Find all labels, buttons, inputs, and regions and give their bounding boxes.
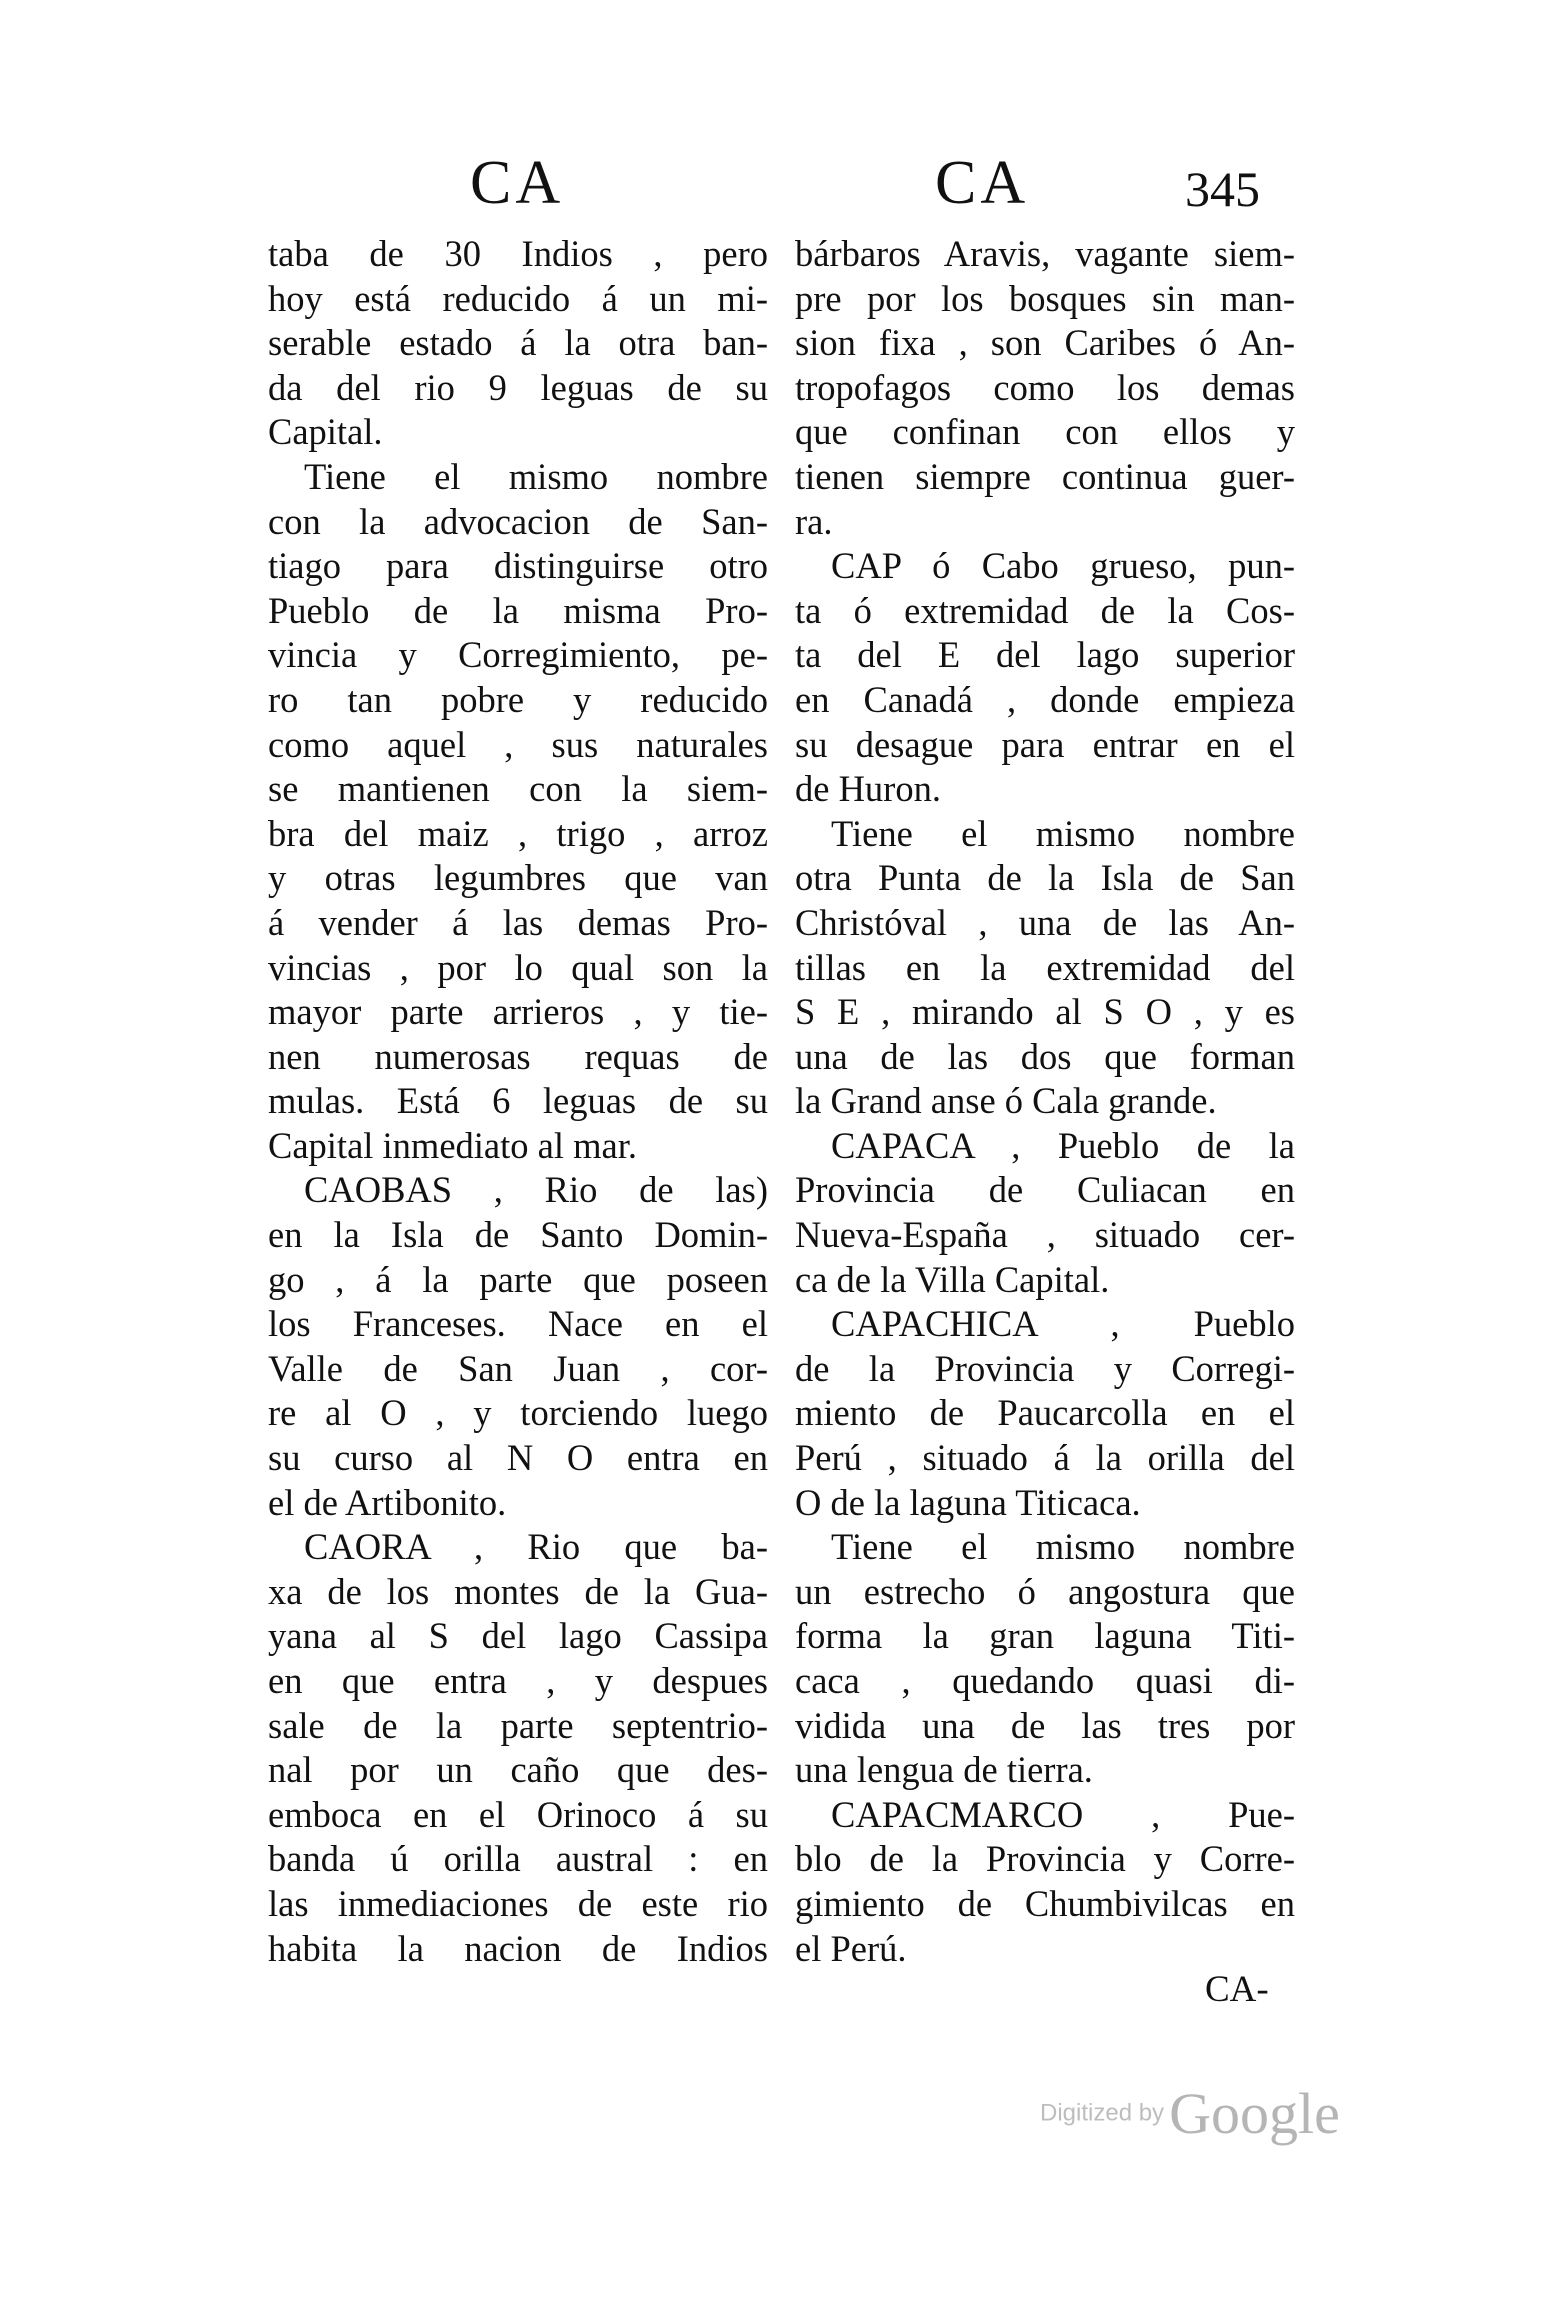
text-line: de la Provincia y Corregi- bbox=[795, 1347, 1295, 1389]
running-head-right: CA bbox=[935, 149, 1030, 217]
text-line: re al O , y torciendo luego bbox=[268, 1392, 768, 1434]
text-line: banda ú orilla austral : en bbox=[268, 1838, 768, 1880]
text-line: el Perú. bbox=[795, 1927, 907, 1969]
text-line: taba de 30 Indios , pero bbox=[268, 233, 768, 274]
text-line: mayor parte arrieros , y tie- bbox=[268, 991, 768, 1033]
text-line: de Huron. bbox=[795, 768, 941, 810]
text-line: en Canadá , donde empieza bbox=[795, 678, 1295, 720]
text-line: CAORA , Rio que ba- bbox=[304, 1526, 768, 1568]
text-line: nal por un caño que des- bbox=[268, 1749, 768, 1791]
text-line: go , á la parte que poseen bbox=[268, 1258, 768, 1300]
text-line: en la Isla de Santo Domin- bbox=[268, 1214, 768, 1256]
text-line: Perú , situado á la orilla del bbox=[795, 1437, 1295, 1479]
right-text-column bbox=[795, 232, 1295, 1971]
text-line: el de Artibonito. bbox=[268, 1481, 507, 1523]
text-line: la Grand anse ó Cala grande. bbox=[795, 1080, 1217, 1122]
text-line: ta ó extremidad de la Cos- bbox=[795, 589, 1295, 631]
text-line: á vender á las demas Pro- bbox=[268, 901, 768, 943]
text-line: sion fixa , son Caribes ó An- bbox=[795, 322, 1295, 364]
text-line: otra Punta de la Isla de San bbox=[795, 857, 1295, 899]
text-line: da del rio 9 leguas de su bbox=[268, 366, 768, 408]
text-line: Christóval , una de las An- bbox=[795, 901, 1295, 943]
text-line: ra. bbox=[795, 500, 833, 542]
text-line: gimiento de Chumbivilcas en bbox=[795, 1882, 1295, 1924]
text-line: su curso al N O entra en bbox=[268, 1437, 768, 1479]
text-line: los Franceses. Nace en el bbox=[268, 1303, 768, 1345]
page-number: 345 bbox=[1185, 161, 1260, 217]
text-line: una de las dos que forman bbox=[795, 1035, 1295, 1077]
text-line: Provincia de Culiacan en bbox=[795, 1169, 1295, 1211]
text-line: blo de la Provincia y Corre- bbox=[795, 1838, 1295, 1880]
text-line: mulas. Está 6 leguas de su bbox=[268, 1080, 768, 1122]
text-line: caca , quedando quasi di- bbox=[795, 1660, 1295, 1701]
text-line: forma la gran laguna Titi- bbox=[795, 1615, 1295, 1657]
text-line: Valle de San Juan , cor- bbox=[268, 1347, 768, 1389]
text-line: Pueblo de la misma Pro- bbox=[268, 589, 768, 631]
text-line: Tiene el mismo nombre bbox=[831, 1526, 1295, 1568]
running-head-left: CA bbox=[470, 149, 565, 217]
text-line: y otras legumbres que van bbox=[268, 857, 768, 899]
text-line: vidida una de las tres por bbox=[795, 1704, 1295, 1746]
text-line: CAP ó Cabo grueso, pun- bbox=[831, 545, 1295, 587]
text-line: las inmediaciones de este rio bbox=[268, 1882, 768, 1924]
text-line: ro tan pobre y reducido bbox=[268, 678, 768, 720]
text-line: un estrecho ó angostura que bbox=[795, 1570, 1295, 1612]
text-line: ta del E del lago superior bbox=[795, 634, 1295, 676]
text-line: CAPACHICA , Pueblo bbox=[831, 1303, 1295, 1345]
text-line: que confinan con ellos y bbox=[795, 411, 1295, 453]
text-line: con la advocacion de San- bbox=[268, 500, 768, 542]
text-line: tropofagos como los demas bbox=[795, 366, 1295, 408]
text-line: yana al S del lago Cassipa bbox=[268, 1615, 768, 1657]
text-line: su desague para entrar en el bbox=[795, 723, 1295, 765]
text-line: vincia y Corregimiento, pe- bbox=[268, 634, 768, 676]
text-line: sale de la parte septentrio- bbox=[268, 1704, 768, 1746]
catchword: CA- bbox=[1205, 1969, 1269, 2010]
text-line: CAOBAS , Rio de las) bbox=[304, 1169, 768, 1211]
text-line: tiago para distinguirse otro bbox=[268, 545, 768, 587]
text-line: O de la laguna Titicaca. bbox=[795, 1481, 1141, 1523]
text-line: vincias , por lo qual son la bbox=[268, 946, 768, 988]
text-line: CAPACMARCO , Pue- bbox=[831, 1793, 1295, 1835]
text-line: ca de la Villa Capital. bbox=[795, 1258, 1110, 1300]
left-text-column bbox=[268, 232, 768, 1971]
text-line: tillas en la extremidad del bbox=[795, 946, 1295, 988]
text-line: xa de los montes de la Gua- bbox=[268, 1570, 768, 1612]
text-line: se mantienen con la siem- bbox=[268, 768, 768, 810]
text-line: Capital. bbox=[268, 411, 383, 453]
text-line: hoy está reducido á un mi- bbox=[268, 277, 768, 319]
text-line: Capital inmediato al mar. bbox=[268, 1124, 637, 1166]
text-line: bárbaros Aravis, vagante siem- bbox=[795, 233, 1295, 274]
text-line: como aquel , sus naturales bbox=[268, 723, 768, 765]
digitization-watermark bbox=[1040, 2080, 1340, 2147]
text-line: Nueva-España , situado cer- bbox=[795, 1214, 1295, 1256]
text-line: habita la nacion de Indios bbox=[268, 1927, 768, 1969]
watermark-prefix: Digitized by bbox=[1040, 2099, 1165, 2127]
text-line: nen numerosas requas de bbox=[268, 1035, 768, 1077]
text-line: en que entra , y despues bbox=[268, 1660, 768, 1701]
text-line: emboca en el Orinoco á su bbox=[268, 1793, 768, 1835]
text-line: miento de Paucarcolla en el bbox=[795, 1392, 1295, 1434]
text-line: bra del maiz , trigo , arroz bbox=[268, 812, 768, 854]
text-line: una lengua de tierra. bbox=[795, 1749, 1093, 1791]
text-line: Tiene el mismo nombre bbox=[304, 455, 768, 497]
text-line: CAPACA , Pueblo de la bbox=[831, 1124, 1295, 1166]
text-line: serable estado á la otra ban- bbox=[268, 322, 768, 364]
text-line: Tiene el mismo nombre bbox=[831, 812, 1295, 854]
google-logo: Google bbox=[1169, 2081, 1340, 2146]
text-line: S E , mirando al S O , y es bbox=[795, 991, 1295, 1033]
text-line: pre por los bosques sin man- bbox=[795, 277, 1295, 319]
text-line: tienen siempre continua guer- bbox=[795, 455, 1295, 497]
